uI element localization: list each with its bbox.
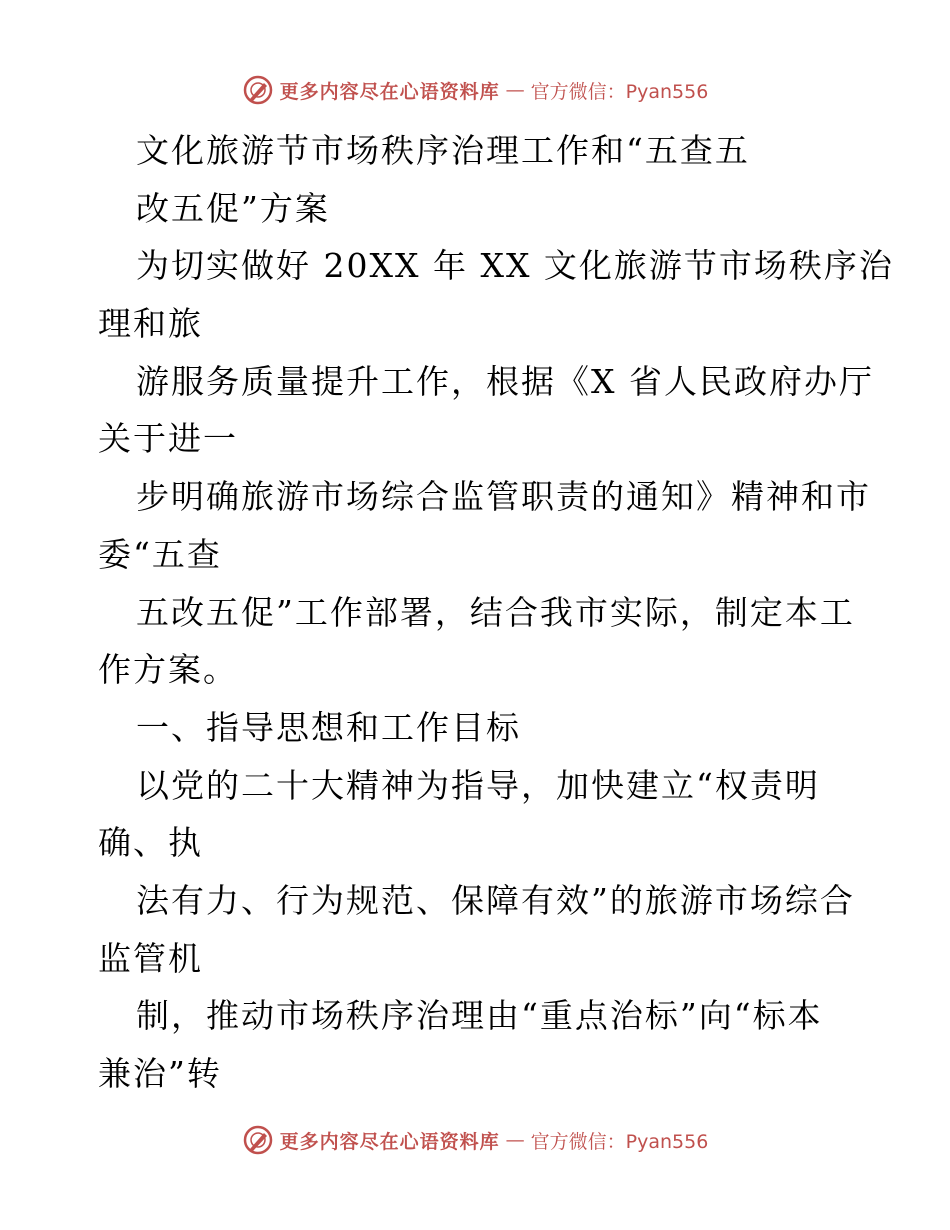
header-watermark [0,70,950,110]
document-title-line-2: 改五促”方案 [136,188,330,228]
paragraph-line: 制，推动市场秩序治理由“重点治标”向“标本 [136,996,823,1036]
red-pen-logo-icon [242,74,274,106]
paragraph-line: 步明确旅游市场综合监管职责的通知》精神和市 [136,477,871,517]
paragraph-line: 理和旅 [98,304,203,344]
paragraph-line: 为切实做好 20XX 年 XX 文化旅游节市场秩序治 [136,246,894,286]
paragraph-line: 兼治”转 [98,1054,222,1093]
watermark-contact: 官方微信：Pyan556 [530,80,709,103]
footer-watermark [0,1120,950,1160]
document-title-line-1: 文化旅游节市场秩序治理工作和“五查五 [136,131,750,170]
paragraph-line: 游服务质量提升工作，根据《X 省人民政府办厅 [136,361,874,401]
watermark-site-text: 更多内容尽在心语资料库 [279,80,500,103]
paragraph-line: 作方案。 [98,650,238,690]
paragraph-line: 委“五查 [98,534,222,574]
watermark-separator: — [505,79,525,101]
watermark-separator: — [505,1129,525,1151]
watermark-site-text: 更多内容尽在心语资料库 [279,1130,500,1153]
paragraph-line: 关于进一 [98,419,238,459]
paragraph-line: 五改五促”工作部署，结合我市实际，制定本工 [136,592,855,632]
paragraph-line: 监管机 [98,938,203,978]
red-pen-logo-icon [242,1124,274,1156]
section-heading: 一、指导思想和工作目标 [136,707,521,747]
document-body [98,122,894,1103]
paragraph-line: 法有力、行为规范、保障有效”的旅游市场综合 [136,880,855,920]
paragraph-line: 以党的二十大精神为指导，加快建立“权责明 [136,765,820,805]
paragraph-line: 确、执 [98,823,203,863]
watermark-contact: 官方微信：Pyan556 [530,1130,709,1153]
